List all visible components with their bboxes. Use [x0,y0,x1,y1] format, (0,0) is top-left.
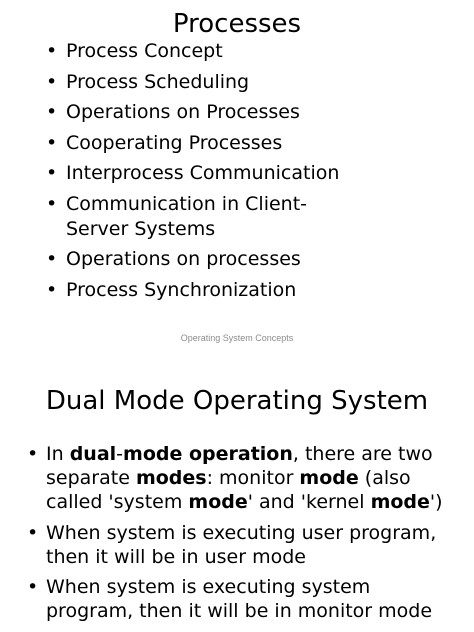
text-run: , there are two separate [46,443,433,489]
bullet-icon: • [46,192,58,215]
bullet-icon: • [46,162,58,184]
slide-title: Dual Mode Operating System [45,386,429,416]
list-item [0,161,356,186]
bullet-icon: • [27,576,39,598]
list-item-text: Interprocess Communication [66,162,340,184]
bullet-icon: • [46,248,58,270]
bullet-icon: • [27,521,39,544]
text-run: : monitor [206,467,300,489]
text-run: In [46,443,70,465]
bullet-icon: • [46,131,58,154]
bullet-icon: • [46,70,58,93]
topic-list [0,39,356,308]
text-run: - [116,443,124,465]
list-item-text: Operations on processes [66,248,301,270]
list-item [0,278,356,303]
slide-title: Processes [172,9,302,39]
bold-term: mode [299,467,359,489]
list-item [0,575,446,623]
list-item [0,70,356,95]
list-item [0,39,356,64]
list-item-text: Process Concept [66,40,223,62]
list-item-text: Cooperating Processes [66,131,283,154]
bullet-icon: • [27,443,39,465]
list-item-text: Operations on Processes [66,101,300,123]
bold-term: mode [370,491,430,513]
list-item [0,247,356,272]
list-item [0,192,356,242]
list-item-text: Communication in Client-Server Systems [66,192,308,240]
list-item [0,131,356,156]
list-item [0,100,356,125]
text-run: ' and 'kernel [247,491,371,513]
list-item [0,521,446,569]
bold-term: mode [188,491,248,513]
point-list [0,442,446,630]
bullet-icon: • [46,278,58,301]
text-run: ') [429,491,443,513]
text-run: (also called 'system [46,467,411,513]
slide-footer: Operating System Concepts [180,333,294,343]
list-item-text: Process Synchronization [66,278,297,301]
bold-term: modes [135,467,207,489]
list-item [0,442,446,514]
bold-term: mode operation [123,443,293,465]
bullet-icon: • [46,40,58,62]
slide-dual-mode [0,350,474,632]
bullet-icon: • [46,101,58,123]
list-item-text: When system is executing system program, then it will be in monitor mode [46,576,433,622]
bold-term: dual [69,443,117,465]
list-item-text: Process Scheduling [66,70,250,93]
list-item-text: When system is executing user program, then it will be in user mode [46,521,437,568]
